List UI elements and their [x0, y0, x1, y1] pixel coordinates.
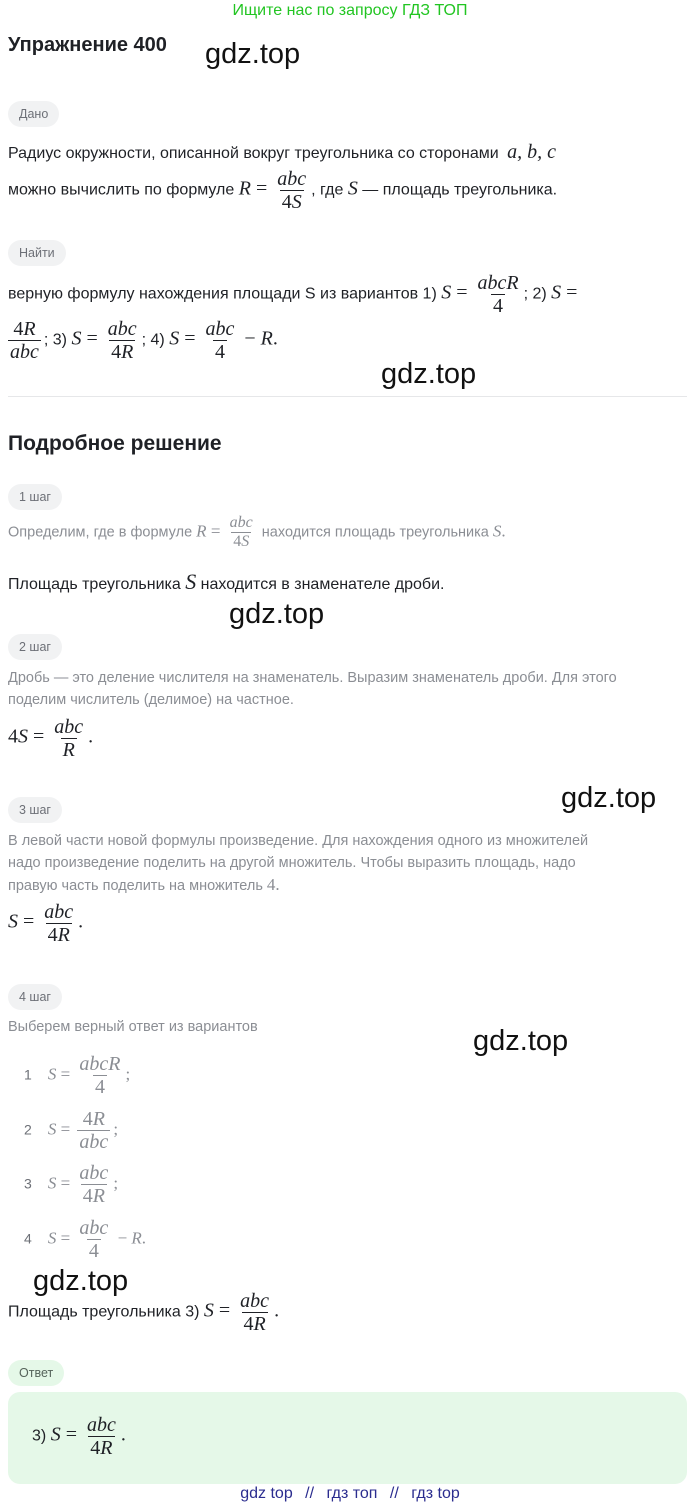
given-line-2	[8, 168, 557, 213]
find-text: ; 3)	[43, 331, 68, 349]
step-4-explanation: Выберем верный ответ из вариантов	[8, 1019, 258, 1035]
math-R: R	[238, 177, 251, 200]
option-list-item-2: 2 S = $\frac{4R}{\text{abc}}$ ;	[24, 1108, 119, 1153]
step-badge: 2 шаг	[8, 634, 62, 660]
answer-badge: Ответ	[8, 1360, 64, 1386]
watermark: gdz.top	[381, 358, 477, 390]
find-text: ; 2)	[523, 285, 547, 303]
step-badge: 1 шаг	[8, 484, 62, 510]
given-sides: a, b, c	[507, 141, 557, 163]
step-4-label	[8, 984, 62, 1010]
answer-label	[8, 1360, 64, 1386]
watermark: gdz.top	[33, 1265, 129, 1297]
find-text: ; 4)	[141, 331, 165, 349]
step-2-line-2: поделим числитель (делимое) на частное.	[8, 692, 294, 708]
watermark: gdz.top	[473, 1025, 569, 1057]
step-1-label	[8, 484, 62, 510]
step-text: Площадь треугольника 3)	[8, 1303, 200, 1321]
step-badge: 4 шаг	[8, 984, 62, 1010]
step-3-formula: S = $\frac{\text{abc}}{4R}$ .	[8, 901, 84, 946]
step-text: Площадь треугольника	[8, 576, 181, 593]
fraction-abc-4S: $\frac{\text{abc}}{4S}$	[277, 168, 307, 213]
step-2-formula: 4S = $\frac{\text{abc}}{R}$ .	[8, 716, 94, 761]
footer-separator: //	[389, 1485, 399, 1502]
solution-heading: Подробное решение	[8, 432, 222, 455]
given-text: можно вычислить по формуле	[8, 181, 235, 199]
step-3-line-3: правую часть поделить на множитель 4.	[8, 875, 280, 894]
page-title: Упражнение 400	[8, 34, 167, 56]
list-number: 3	[24, 1175, 32, 1192]
watermark: gdz.top	[561, 782, 657, 814]
option-list-item-3: 3 S = $\frac{\text{abc}}{4R}$ ;	[24, 1162, 119, 1207]
fraction-4R-abc: $\frac{4R}{\text{abc}}$	[10, 318, 39, 363]
footer-link[interactable]: гдз топ	[326, 1485, 378, 1502]
footer-link[interactable]: гдз top	[411, 1485, 460, 1502]
watermark: gdz.top	[229, 598, 325, 630]
step-4-result: Площадь треугольника 3) S = $\frac{\text{abc}}{4R}$ .	[8, 1290, 280, 1335]
find-section-label	[8, 240, 66, 266]
step-text: правую часть поделить на множитель	[8, 878, 263, 894]
given-badge: Дано	[8, 101, 59, 127]
step-3-label	[8, 797, 62, 823]
step-badge: 3 шаг	[8, 797, 62, 823]
answer-prefix: 3)	[32, 1427, 47, 1445]
given-section-label	[8, 101, 59, 127]
given-text: , где	[311, 181, 344, 199]
option-list-item-4: 4 S = $\frac{\text{abc}}{4}$ − R.	[24, 1217, 147, 1262]
find-line-1: верную формулу нахождения площади S из вариантов 1) S = $\frac{\text{abcR}}{4}$ ; 2) S =	[8, 272, 578, 317]
fraction-abc-4: $\frac{\text{abc}}{4}$	[205, 318, 235, 363]
fraction-abcR-4: $\frac{\text{abcR}}{4}$	[477, 272, 519, 317]
footer-links	[0, 1485, 700, 1503]
given-line-1	[8, 140, 556, 166]
watermark: gdz.top	[205, 38, 301, 70]
given-text: Радиус окружности, описанной вокруг треугольника со сторонами	[8, 145, 499, 162]
step-2-line-1: Дробь — это деление числителя на знаменатель. Выразим знаменатель дроби. Для этого	[8, 670, 617, 686]
step-3-line-2: надо произведение поделить на другой множитель. Чтобы выразить площадь, надо	[8, 855, 576, 871]
find-badge: Найти	[8, 240, 66, 266]
step-1-explanation: Определим, где в формуле R = $\frac{\text{abc}}{4S}$ находится площадь треугольника S.	[8, 514, 506, 550]
divider	[8, 396, 687, 397]
math-S: S	[347, 177, 358, 200]
step-3-line-1: В левой части новой формулы произведение. Для нахождения одного из множителей	[8, 833, 589, 849]
step-text: находится в знаменателе дроби.	[200, 576, 445, 593]
list-number: 1	[24, 1066, 32, 1083]
find-text: верную формулу нахождения площади S из вариантов 1)	[8, 285, 437, 303]
given-text: — площадь треугольника.	[362, 181, 558, 199]
step-2-label	[8, 634, 62, 660]
footer-separator: //	[305, 1485, 315, 1502]
list-number: 2	[24, 1121, 32, 1138]
answer-formula: 3) S = $\frac{\text{abc}}{4R}$ .	[32, 1414, 126, 1459]
math-eq: =	[250, 177, 273, 200]
step-text: находится площадь треугольника	[261, 524, 489, 541]
option-list-item-1: 1 S = $\frac{\text{abcR}}{4}$ ;	[24, 1053, 131, 1098]
list-number: 4	[24, 1230, 32, 1247]
top-banner[interactable]: Ищите нас по запросу ГДЗ ТОП	[232, 2, 468, 19]
find-line-2: $\frac{4R}{\text{abc}}$ ; 3) S = $\frac{\text{abc}}{4R}$ ; 4) S = $\frac{\text{abc}}{4}$ − R.	[10, 318, 278, 363]
step-text: Определим, где в формуле	[8, 524, 193, 541]
step-1-conclusion: Площадь треугольника S находится в знаменателе дроби.	[8, 569, 445, 594]
fraction-abc-4R: $\frac{\text{abc}}{4R}$	[107, 318, 137, 363]
footer-link[interactable]: gdz top	[240, 1485, 293, 1502]
